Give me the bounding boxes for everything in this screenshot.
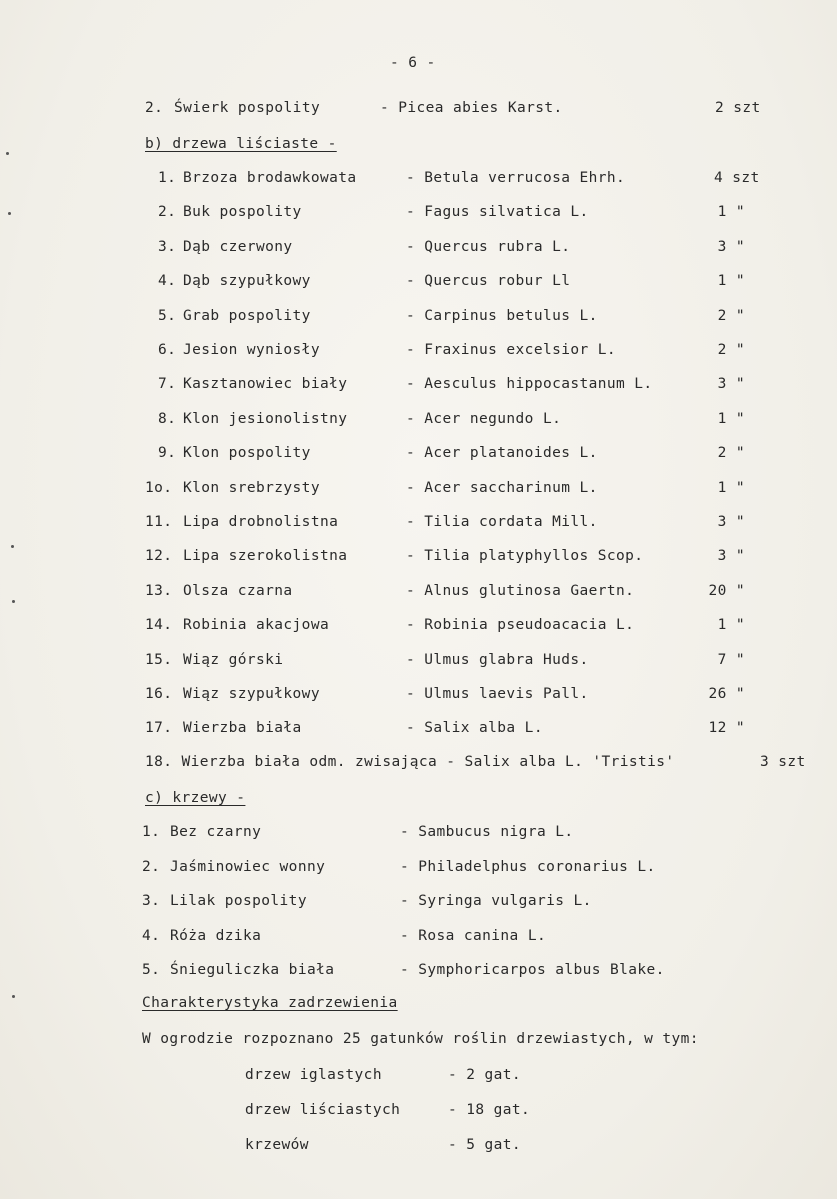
item-number: 2.	[142, 858, 161, 875]
item-name: Lilak pospolity	[170, 893, 307, 909]
summary-label: drzew liściastych	[245, 1102, 401, 1118]
item-qty: 2 "	[717, 307, 745, 324]
item-name: Grab pospolity	[183, 307, 311, 324]
characteristics-heading: Charakterystyka zadrzewienia	[142, 995, 398, 1011]
item-latin: - Acer platanoides L.	[406, 445, 598, 462]
item-qty: 20 "	[708, 582, 745, 599]
item-name: Lipa drobnolistna	[183, 514, 339, 530]
item-number: 15.	[145, 651, 173, 668]
item-qty: 1 "	[717, 273, 745, 290]
item-qty: 7 "	[717, 651, 745, 668]
item-qty: 3 "	[717, 376, 745, 393]
item-latin: - Aesculus hippocastanum L.	[406, 376, 653, 393]
item-latin: - Rosa canina L.	[400, 927, 547, 944]
item-latin: - Syringa vulgaris L.	[400, 893, 592, 909]
item-latin: - Philadelphus coronarius L.	[400, 858, 656, 875]
item-name: Robinia akacjowa	[183, 617, 330, 634]
item-name: Brzoza brodawkowata	[183, 170, 357, 186]
item-number: 3.	[142, 893, 161, 909]
item-qty: 1 "	[717, 479, 745, 496]
item-qty: 26 "	[708, 686, 745, 702]
item-number: 2.	[145, 100, 164, 116]
item-name: Olsza czarna	[183, 582, 293, 599]
item-latin: - Picea abies Karst.	[380, 100, 563, 116]
summary-label: krzewów	[245, 1137, 309, 1153]
item-name: Wiąz szypułkowy	[183, 686, 320, 702]
characteristics-sentence: W ogrodzie rozpoznano 25 gatunków roślin drzewiastych, w tym:	[142, 1031, 699, 1047]
item-name: Klon srebrzysty	[183, 479, 320, 496]
item-name: Róża dzika	[170, 927, 262, 944]
summary-label: drzew iglastych	[245, 1067, 382, 1083]
summary-value: - 18 gat.	[448, 1102, 531, 1118]
item-name: Bez czarny	[170, 824, 262, 840]
margin-speck	[11, 545, 14, 548]
item-number: 12.	[145, 548, 173, 565]
item-number: 7.	[158, 376, 177, 393]
margin-speck	[8, 212, 11, 215]
summary-value: - 2 gat.	[448, 1067, 522, 1083]
item-number: 1o.	[145, 479, 173, 496]
item-name: Klon pospolity	[183, 445, 311, 462]
page-number: - 6 -	[390, 55, 436, 71]
item-qty: 2 "	[717, 445, 745, 462]
item-qty: 1 "	[717, 204, 745, 221]
item-latin: - Quercus rubra L.	[406, 238, 571, 255]
item-name: Śnieguliczka biała	[170, 962, 335, 978]
item-number: 17.	[145, 720, 173, 737]
item-latin: - Tilia cordata Mill.	[406, 514, 598, 530]
item-latin: - Acer saccharinum L.	[406, 479, 598, 496]
item-latin: - Quercus robur Ll	[406, 273, 571, 290]
item-latin: - Symphoricarpos albus Blake.	[400, 962, 665, 978]
item-number: 4.	[158, 273, 177, 290]
item-name: Wierzba biała	[183, 720, 302, 737]
item-number: 1.	[158, 170, 177, 186]
item-number: 13.	[145, 582, 173, 599]
item-qty: 2 "	[717, 342, 745, 358]
item-qty: 3 "	[717, 548, 745, 565]
item-name: Klon jesionolistny	[183, 410, 348, 427]
item-number: 5.	[158, 307, 177, 324]
section-heading-c: c) krzewy -	[145, 790, 246, 806]
item-latin: - Fraxinus excelsior L.	[406, 342, 616, 358]
margin-speck	[12, 600, 15, 603]
item-qty: 3 "	[717, 514, 745, 530]
section-heading-b: b) drzewa liściaste -	[145, 136, 337, 152]
item-name: Świerk pospolity	[174, 100, 321, 116]
item-name: Dąb czerwony	[183, 238, 293, 255]
item-number: 2.	[158, 204, 177, 221]
item-qty: 3 szt	[760, 754, 806, 770]
item-name: Kasztanowiec biały	[183, 376, 348, 393]
item-latin: - Fagus silvatica L.	[406, 204, 589, 221]
item-number: 4.	[142, 927, 161, 944]
item-name: Dąb szypułkowy	[183, 273, 311, 290]
item-latin: - Sambucus nigra L.	[400, 824, 574, 840]
item-qty: 2 szt	[715, 100, 761, 116]
summary-value: - 5 gat.	[448, 1137, 522, 1153]
item-latin: - Salix alba L.	[406, 720, 543, 737]
margin-speck	[6, 152, 9, 155]
item-number: 11.	[145, 514, 173, 530]
item-number: 6.	[158, 342, 177, 358]
item-number: 8.	[158, 410, 177, 427]
item-number: 16.	[145, 686, 173, 702]
item-latin: - Carpinus betulus L.	[406, 307, 598, 324]
item-qty: 1 "	[717, 617, 745, 634]
item-name: Jesion wyniosły	[183, 342, 320, 358]
item-number: 9.	[158, 445, 177, 462]
item-name: Wiąz górski	[183, 651, 284, 668]
item-latin: - Betula verrucosa Ehrh.	[406, 170, 626, 186]
item-latin: - Ulmus glabra Huds.	[406, 651, 589, 668]
item-number: 5.	[142, 962, 161, 978]
item-qty: 4 szt	[714, 170, 760, 186]
item-latin: - Alnus glutinosa Gaertn.	[406, 582, 635, 599]
item-text: 18. Wierzba biała odm. zwisająca - Salix alba L. 'Tristis'	[145, 754, 675, 770]
item-number: 3.	[158, 238, 177, 255]
item-name: Lipa szerokolistna	[183, 548, 348, 565]
item-qty: 12 "	[708, 720, 745, 737]
item-latin: - Ulmus laevis Pall.	[406, 686, 589, 702]
item-number: 1.	[142, 824, 161, 840]
item-latin: - Tilia platyphyllos Scop.	[406, 548, 644, 565]
item-qty: 3 "	[717, 238, 745, 255]
item-number: 14.	[145, 617, 173, 634]
item-qty: 1 "	[717, 410, 745, 427]
item-latin: - Acer negundo L.	[406, 410, 562, 427]
item-name: Buk pospolity	[183, 204, 302, 221]
item-name: Jaśminowiec wonny	[170, 858, 326, 875]
item-latin: - Robinia pseudoacacia L.	[406, 617, 635, 634]
margin-speck	[12, 995, 15, 998]
